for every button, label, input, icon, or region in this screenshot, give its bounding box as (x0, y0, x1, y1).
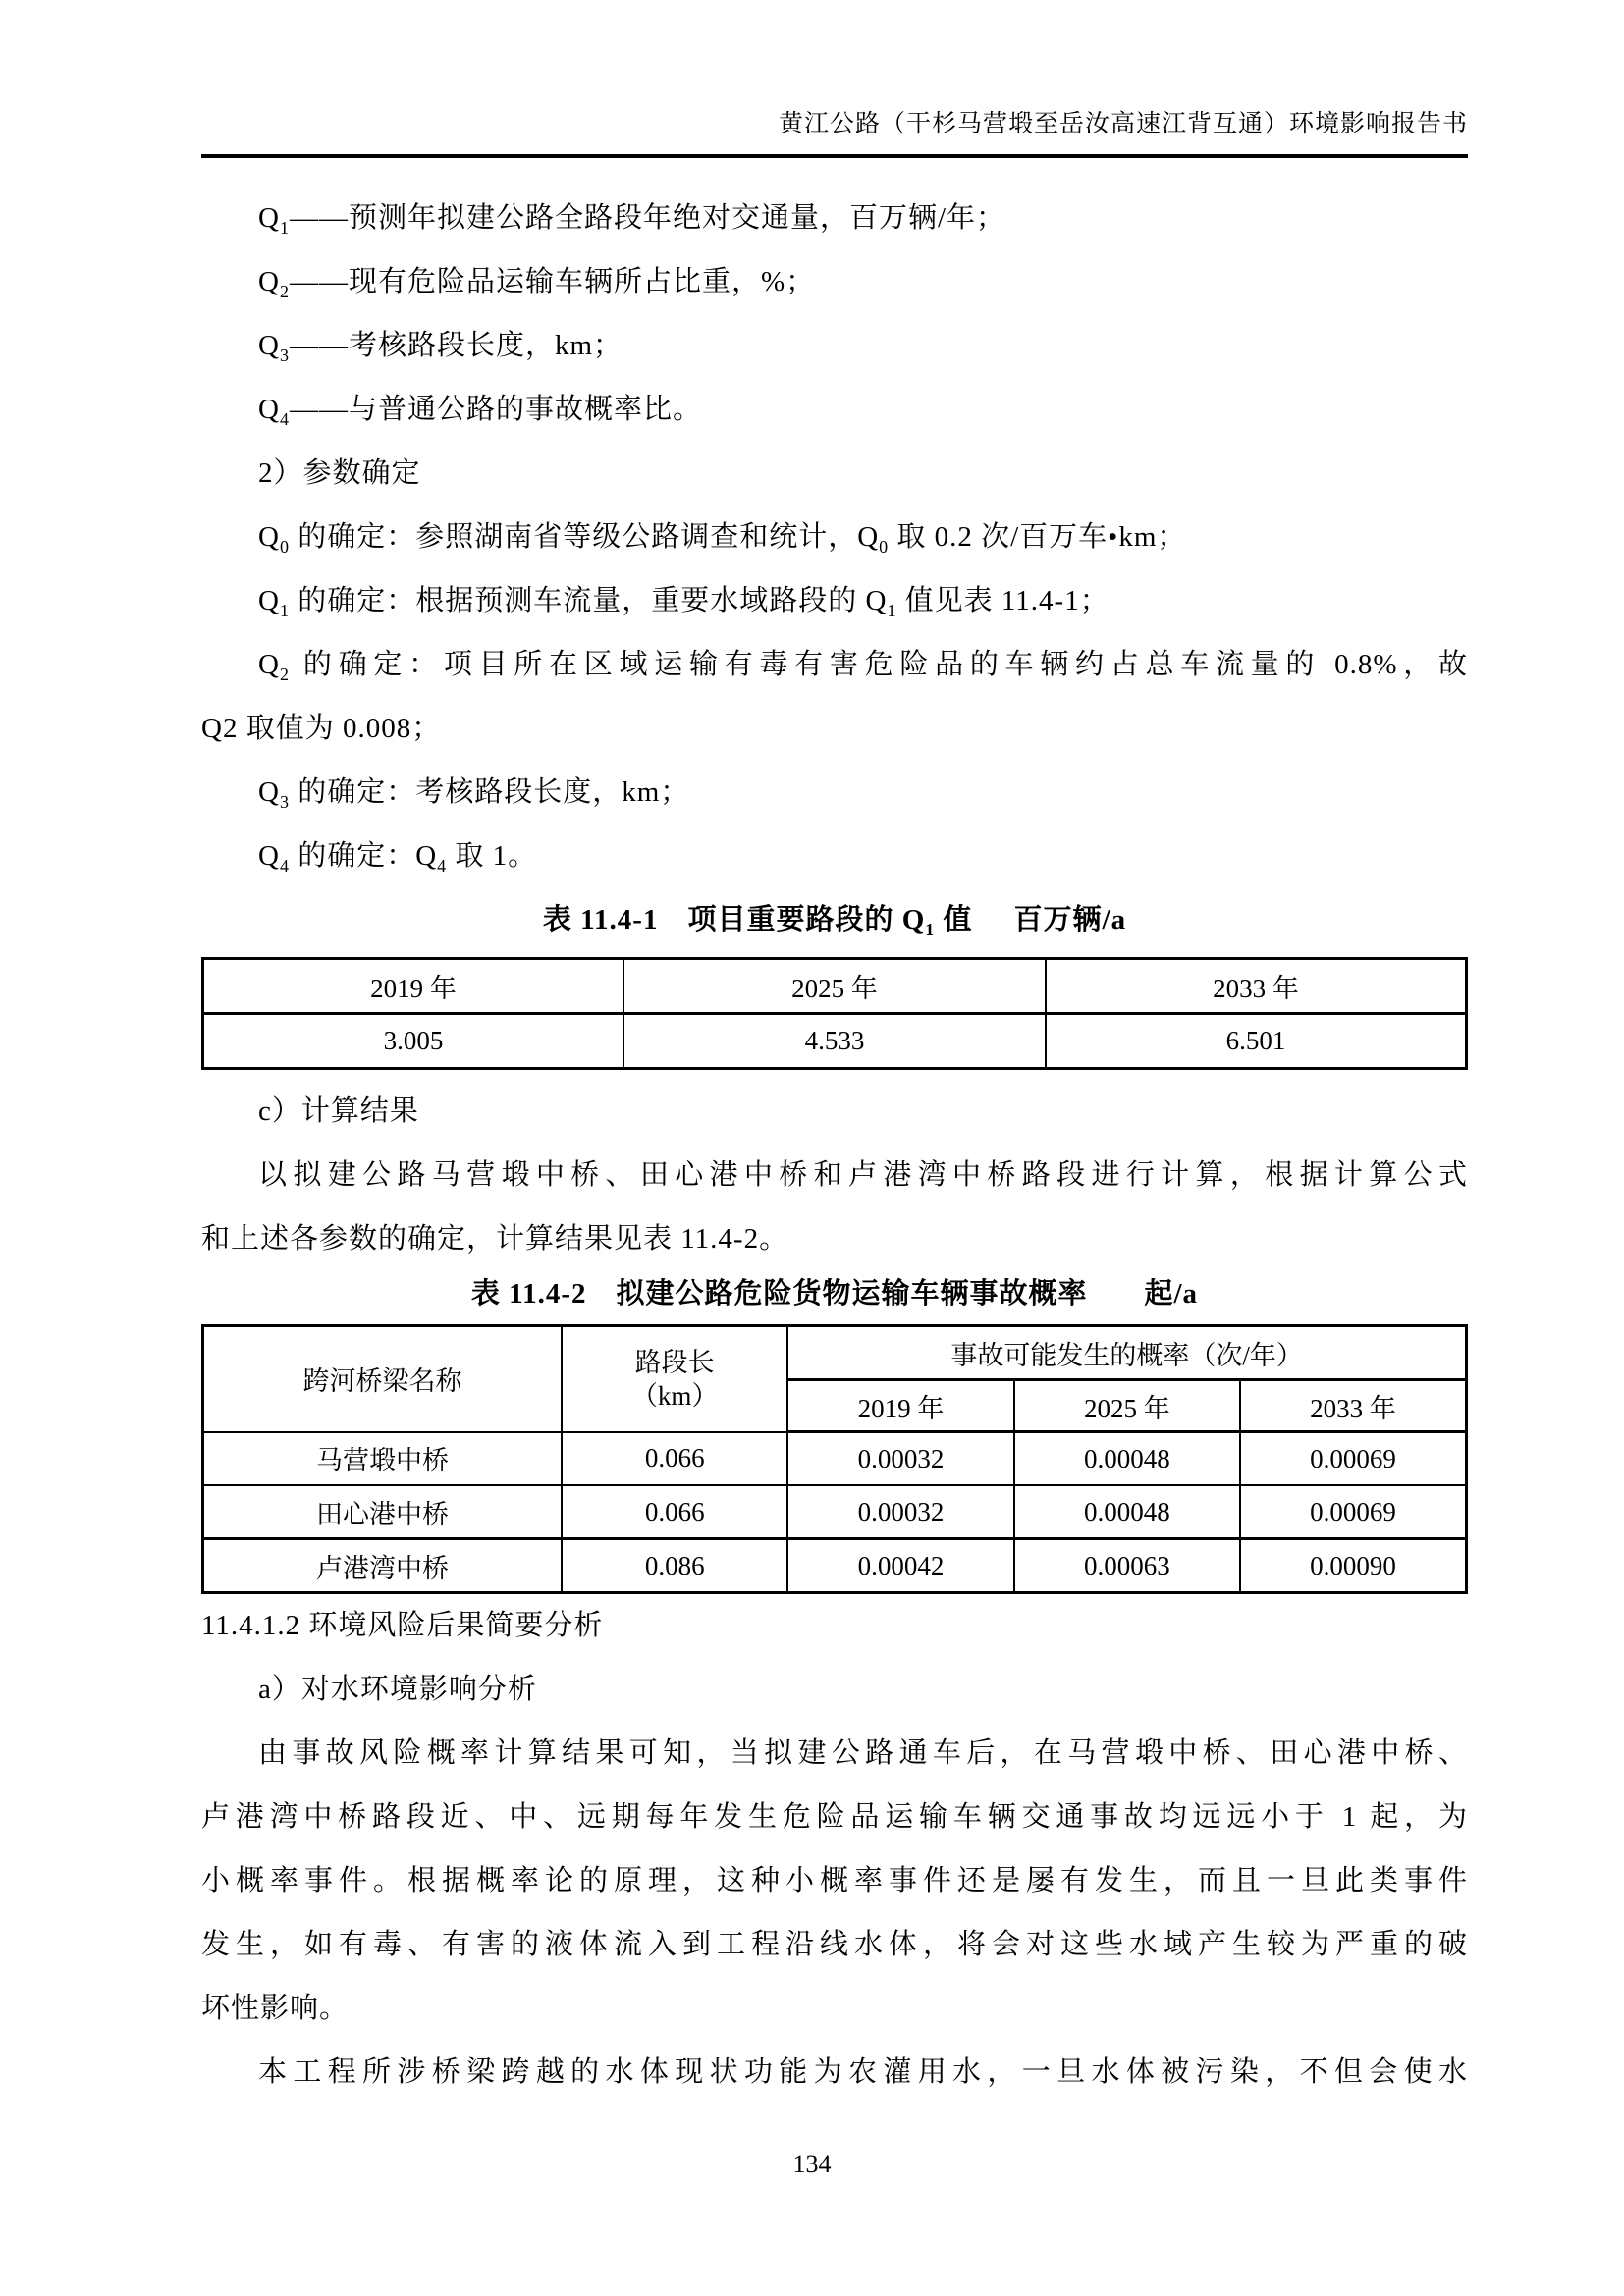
table-caption-title: 拟建公路危险货物运输车辆事故概率 (616, 1278, 1088, 1309)
year-header: 2019 年 (203, 959, 624, 1014)
probability-value: 0.00042 (787, 1539, 1013, 1593)
segment-length: 0.066 (562, 1485, 787, 1539)
year-header: 2025 年 (1014, 1380, 1240, 1432)
param-line-q3: $Q_3$ 的确定：考核路段长度，km； (258, 776, 690, 812)
bridge-water-paragraph-line: 本工程所涉桥梁跨越的水体现状功能为农灌用水，一旦水体被污染，不但会使水 (258, 2056, 1468, 2088)
probability-value: 0.00063 (1014, 1539, 1240, 1593)
table-row (203, 1432, 1467, 1486)
definition-q3: $Q_3——$考核路段长度，km； (258, 330, 623, 365)
param-line-q1: $Q_1$ 的确定：根据预测车流量，重要水域路段的 $Q_1$ 值见表 11.4-1； (258, 585, 1110, 620)
table-11-4-2-caption (201, 1271, 1468, 1316)
table-11-4-1-caption (201, 888, 1468, 951)
definition-q1: $Q_1——$预测年拟建公路全路段年绝对交通量，百万辆/年； (258, 202, 1005, 238)
water-paragraph-line: 卢港湾中桥路段近、中、远期每年发生危险品运输车辆交通事故均远远小于 1 起，为 (201, 1801, 1468, 1833)
param-line-q0: $Q_0$ 的确定：参照湖南省等级公路调查和统计，$Q_0$ 取 0.2 次/百万车•km； (258, 521, 1187, 557)
definition-q4: $Q_4——$与普通公路的事故概率比。 (258, 394, 702, 429)
water-paragraph-line: 坏性影响。 (201, 1993, 350, 2024)
table-caption-label: 表 11.4-1 (542, 904, 659, 935)
table-header-row-1 (203, 1326, 1467, 1380)
q1-value: 6.501 (1046, 1014, 1467, 1069)
year-header: 2033 年 (1240, 1380, 1466, 1432)
param-line-q2-cont: Q2 取值为 0.008； (201, 713, 442, 744)
segment-length: 0.066 (562, 1432, 787, 1486)
definition-q2: $Q_2——$现有危险品运输车辆所占比重，%； (258, 266, 816, 301)
table-row (203, 1485, 1467, 1539)
year-header: 2019 年 (787, 1380, 1013, 1432)
probability-value: 0.00032 (787, 1432, 1013, 1486)
table-11-4-2 (201, 1324, 1468, 1594)
segment-length-header-line1: 路段长 (634, 1347, 715, 1377)
water-impact-heading: a）对水环境影响分析 (258, 1674, 537, 1705)
segment-length-header-line2: （km） (630, 1380, 719, 1411)
page-number: 134 (792, 2150, 832, 2178)
risk-section-heading: 11.4.1.2 环境风险后果简要分析 (201, 1610, 604, 1641)
probability-header: 事故可能发生的概率（次/年） (787, 1326, 1466, 1380)
water-paragraph-line: 小概率事件。根据概率论的原理，这种小概率事件还是屡有发生，而且一旦此类事件 (201, 1865, 1468, 1896)
segment-length-header (562, 1326, 787, 1432)
calc-result-heading: c）计算结果 (258, 1095, 419, 1127)
probability-value: 0.00048 (1014, 1485, 1240, 1539)
page-header (201, 0, 1468, 158)
calc-paragraph-line: 和上述各参数的确定，计算结果见表 11.4-2。 (201, 1223, 789, 1255)
table-row (203, 1014, 1467, 1069)
table-row (203, 1539, 1467, 1593)
table-caption-label: 表 11.4-2 (470, 1278, 587, 1309)
calc-paragraph-line: 以拟建公路马营塅中桥、田心港中桥和卢港湾中桥路段进行计算，根据计算公式 (258, 1159, 1468, 1191)
segment-length: 0.086 (562, 1539, 787, 1593)
table-header-row (203, 959, 1467, 1014)
bridge-name: 田心港中桥 (203, 1485, 563, 1539)
q1-value: 3.005 (203, 1014, 624, 1069)
param-line-q4: $Q_4$ 的确定：$Q_4$ 取 1。 (258, 840, 538, 876)
page-body (201, 187, 1468, 2105)
report-title: 黄江公路（干杉马营塅至岳汝高速江背互通）环境影响报告书 (201, 0, 1468, 158)
probability-value: 0.00032 (787, 1485, 1013, 1539)
year-header: 2025 年 (623, 959, 1046, 1014)
table-caption-unit: 起/a (1144, 1278, 1199, 1309)
water-paragraph-line: 由事故风险概率计算结果可知，当拟建公路通车后，在马营塅中桥、田心港中桥、 (258, 1737, 1468, 1769)
probability-value: 0.00069 (1240, 1432, 1466, 1486)
table-11-4-1 (201, 957, 1468, 1070)
bridge-name: 马营塅中桥 (203, 1432, 563, 1486)
year-header: 2033 年 (1046, 959, 1467, 1014)
bridge-name: 卢港湾中桥 (203, 1539, 563, 1593)
table-caption-title: 项目重要路段的 $Q_1$ 值 (687, 904, 973, 939)
probability-value: 0.00090 (1240, 1539, 1466, 1593)
table-caption-unit: 百万辆/a (1013, 904, 1127, 935)
probability-value: 0.00069 (1240, 1485, 1466, 1539)
bridge-name-header: 跨河桥梁名称 (203, 1326, 563, 1432)
probability-value: 0.00048 (1014, 1432, 1240, 1486)
q1-value: 4.533 (623, 1014, 1046, 1069)
param-section-heading: 2）参数确定 (258, 457, 421, 489)
water-paragraph-line: 发生，如有毒、有害的液体流入到工程沿线水体，将会对这些水域产生较为严重的破 (201, 1929, 1468, 1960)
param-line-q2: $Q_2$ 的确定：项目所在区域运输有毒有害危险品的车辆约占总车流量的 0.8%，故 (258, 649, 1468, 684)
